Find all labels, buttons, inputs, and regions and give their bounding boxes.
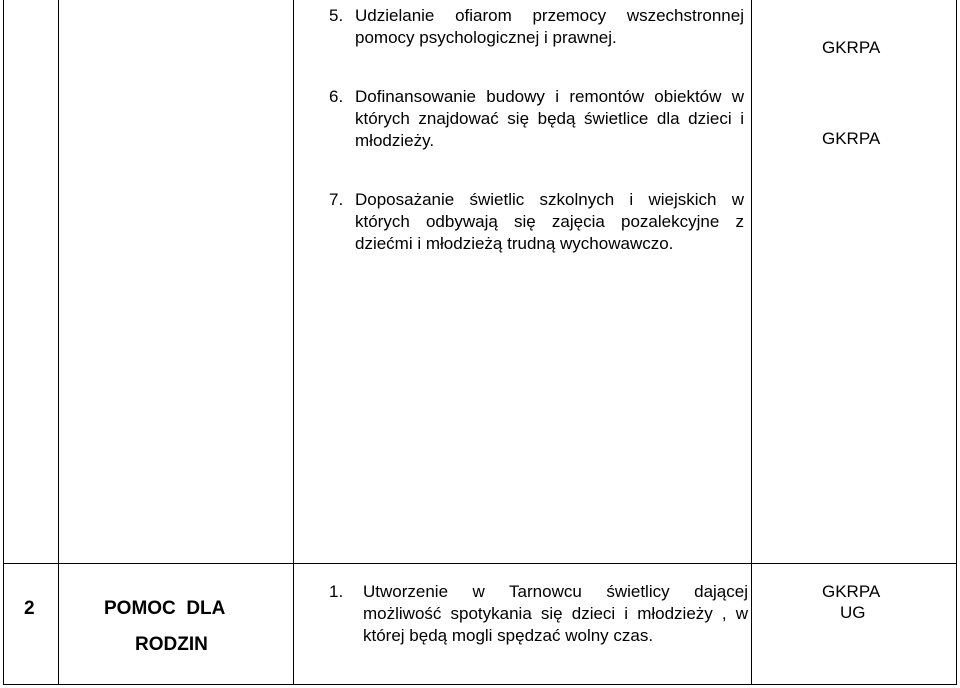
task-item-7 xyxy=(329,189,744,255)
task-number: 5. xyxy=(329,6,344,25)
task-text: Dofinansowanie budowy i remontów obiektów w których znajdować się będą świetlice dla dzieci i młodzieży. xyxy=(355,87,744,150)
table-divider-area xyxy=(293,0,294,685)
task-item-6 xyxy=(329,86,744,152)
area-title-line2: RODZIN xyxy=(135,634,208,655)
responsible-label: GKRPA xyxy=(822,38,881,57)
task-number: 7. xyxy=(329,190,344,209)
responsible-label-secondary: UG xyxy=(840,603,866,622)
responsible-label: GKRPA xyxy=(822,129,881,148)
table-border-left xyxy=(3,0,4,685)
task-item-1 xyxy=(329,581,748,647)
row-divider xyxy=(3,563,957,564)
table-divider-lp xyxy=(58,0,59,685)
area-title-line1: POMOC DLA xyxy=(104,598,226,619)
table-border-right xyxy=(956,0,957,685)
table-border-bottom xyxy=(3,684,957,685)
task-text: Udzielanie ofiarom przemocy wszechstronnej pomocy psychologicznej i prawnej. xyxy=(355,6,744,47)
task-number: 1. xyxy=(329,582,344,601)
responsible-label: GKRPA xyxy=(822,582,881,601)
table-divider-task xyxy=(751,0,752,685)
task-number: 6. xyxy=(329,87,344,106)
task-text: Doposażanie świetlic szkolnych i wiejskich w których odbywają się zajęcia pozalekcyjne z dziećmi i młodzieżą trudną wychowawczo. xyxy=(355,190,744,253)
task-item-5 xyxy=(329,5,744,49)
task-text: Utworzenie w Tarnowcu świetlicy dającej możliwość spotykania się dzieci i młodzieży , w której będą mogli spędzać wolny czas. xyxy=(363,582,748,645)
row-number: 2 xyxy=(24,598,35,619)
